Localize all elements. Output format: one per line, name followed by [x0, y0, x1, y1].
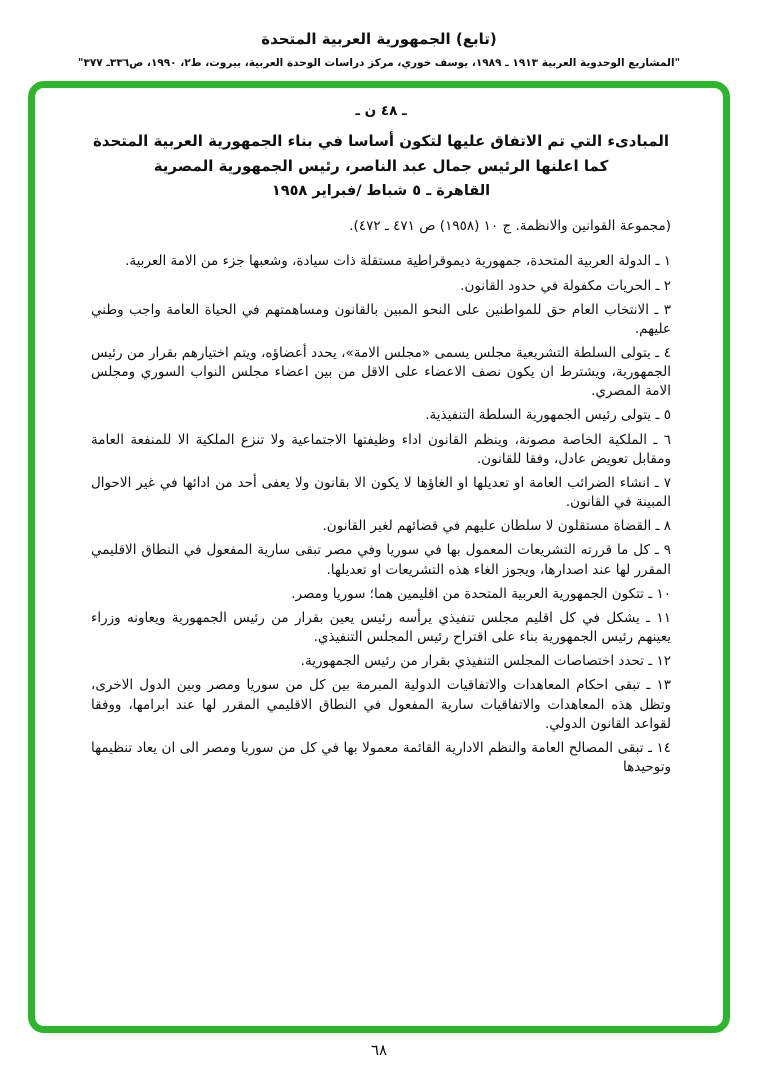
document-title: المبادىء التي تم الاتفاق عليها لتكون أساسا في بناء الجمهورية العربية المتحدة كما اعلنها الرئيس جمال عبد الناصر، رئيس الجمهورية المصرية: [92, 132, 670, 175]
document-reference: (مجموعة القوانين والانظمة. ج ١٠ (١٩٥٨) ص ٤٧١ ـ ٤٧٢).: [349, 218, 671, 235]
page-header: [0, 0, 758, 69]
document-number: ـ ٤٨ ن ـ: [355, 103, 407, 119]
page-footer: [0, 1041, 758, 1059]
principle-item-10: ١٠ ـ تتكون الجمهورية العربية المتحدة من اقليمين هما؛ سوريا ومصر.: [291, 585, 671, 602]
principle-item-5: ٥ ـ يتولى رئيس الجمهورية السلطة التنفيذية.: [425, 407, 671, 424]
principle-item-3: ٣ ـ الانتخاب العام حق للمواطنين على النحو المبين بالقانون ومساهمتهم في الحياة العامة واجب وطني عليهم.: [91, 301, 671, 337]
principle-item-12: ١٢ ـ تحدد اختصاصات المجلس التنفيذي بقرار من رئيس الجمهورية.: [300, 653, 671, 670]
principle-item-2: ٢ ـ الحريات مكفولة في حدود القانون.: [460, 277, 671, 294]
principle-item-4: ٤ ـ يتولى السلطة التشريعية مجلس يسمى «مجلس الامة»، يحدد أعضاؤه، ويتم اختيارهم بقرار من رئيس الجمهورية، ويشترط ان يكون نصف الاعضاء على الاقل من بين اعضاء مجلس النواب السوري ومجلس الامة المصري.: [91, 345, 671, 400]
document-body-frame: [28, 81, 730, 1033]
header-citation: "المشاريع الوحدوية العربية ١٩١٣ ـ ١٩٨٩، يوسف خوري، مركز دراسات الوحدة العربية، بيروت، ط٢، ١٩٩٠، ص٣٣٦ـ ٣٧٧": [77, 57, 681, 69]
principle-item-1: ١ ـ الدولة العربية المتحدة، جمهورية ديموقراطية مستقلة ذات سيادة، وشعبها جزء من الامة العربية.: [125, 253, 671, 270]
principle-item-9: ٩ ـ كل ما قررته التشريعات المعمول بها في سوريا وفي مصر تبقى سارية المفعول في النطاق الاقليمي المقرر لها عند اصدارها، ويجوز الغاء هذه التشريعات او تعديلها.: [91, 542, 671, 578]
principle-item-11: ١١ ـ يشكل في كل اقليم مجلس تنفيذي يرأسه رئيس يعين بقرار من رئيس الجمهورية ويعاونه وزراء يعينهم رئيس الجمهورية بناء على اقتراح رئيس المجلس التنفيذي.: [91, 609, 671, 646]
header-continuation-title: (تابع) الجمهورية العربية المتحدة: [261, 30, 497, 48]
principle-item-8: ٨ ـ القضاة مستقلون لا سلطان عليهم في قضائهم لغير القانون.: [322, 518, 671, 535]
principle-item-7: ٧ ـ انشاء الضرائب العامة او تعديلها او الغاؤها لا يكون الا بقانون ولا يعفى أحد من ادائها في غير الاحوال المبينة في القانون.: [91, 474, 671, 511]
principle-item-14: ١٤ ـ تبقى المصالح العامة والنظم الادارية القائمة معمولا بها في كل من سوريا ومصر الى ان يعاد تنظيمها وتوحيدها: [91, 739, 671, 775]
principle-item-6: ٦ ـ الملكية الخاصة مصونة، وينظم القانون اداء وظيفتها الاجتماعية ولا تنزع الملكية الا للمنفعة العامة ومقابل تعويض عادل، وفقا للقانون.: [91, 431, 671, 467]
principle-item-13: ١٣ ـ تبقى احكام المعاهدات والاتفاقيات الدولية المبرمة بين كل من سوريا ومصر وبين الدول الاخرى، وتظل هذه المعاهدات والاتفاقيات سارية المفعول في النطاق الاقليمي المقرر لها عند ابرامها، ووفقا لقواعد القانون الدولي.: [91, 677, 671, 732]
document-date-line: القاهرة ـ ٥ شباط /فبراير ١٩٥٨: [271, 182, 491, 199]
page-number: ٦٨: [370, 1041, 388, 1059]
